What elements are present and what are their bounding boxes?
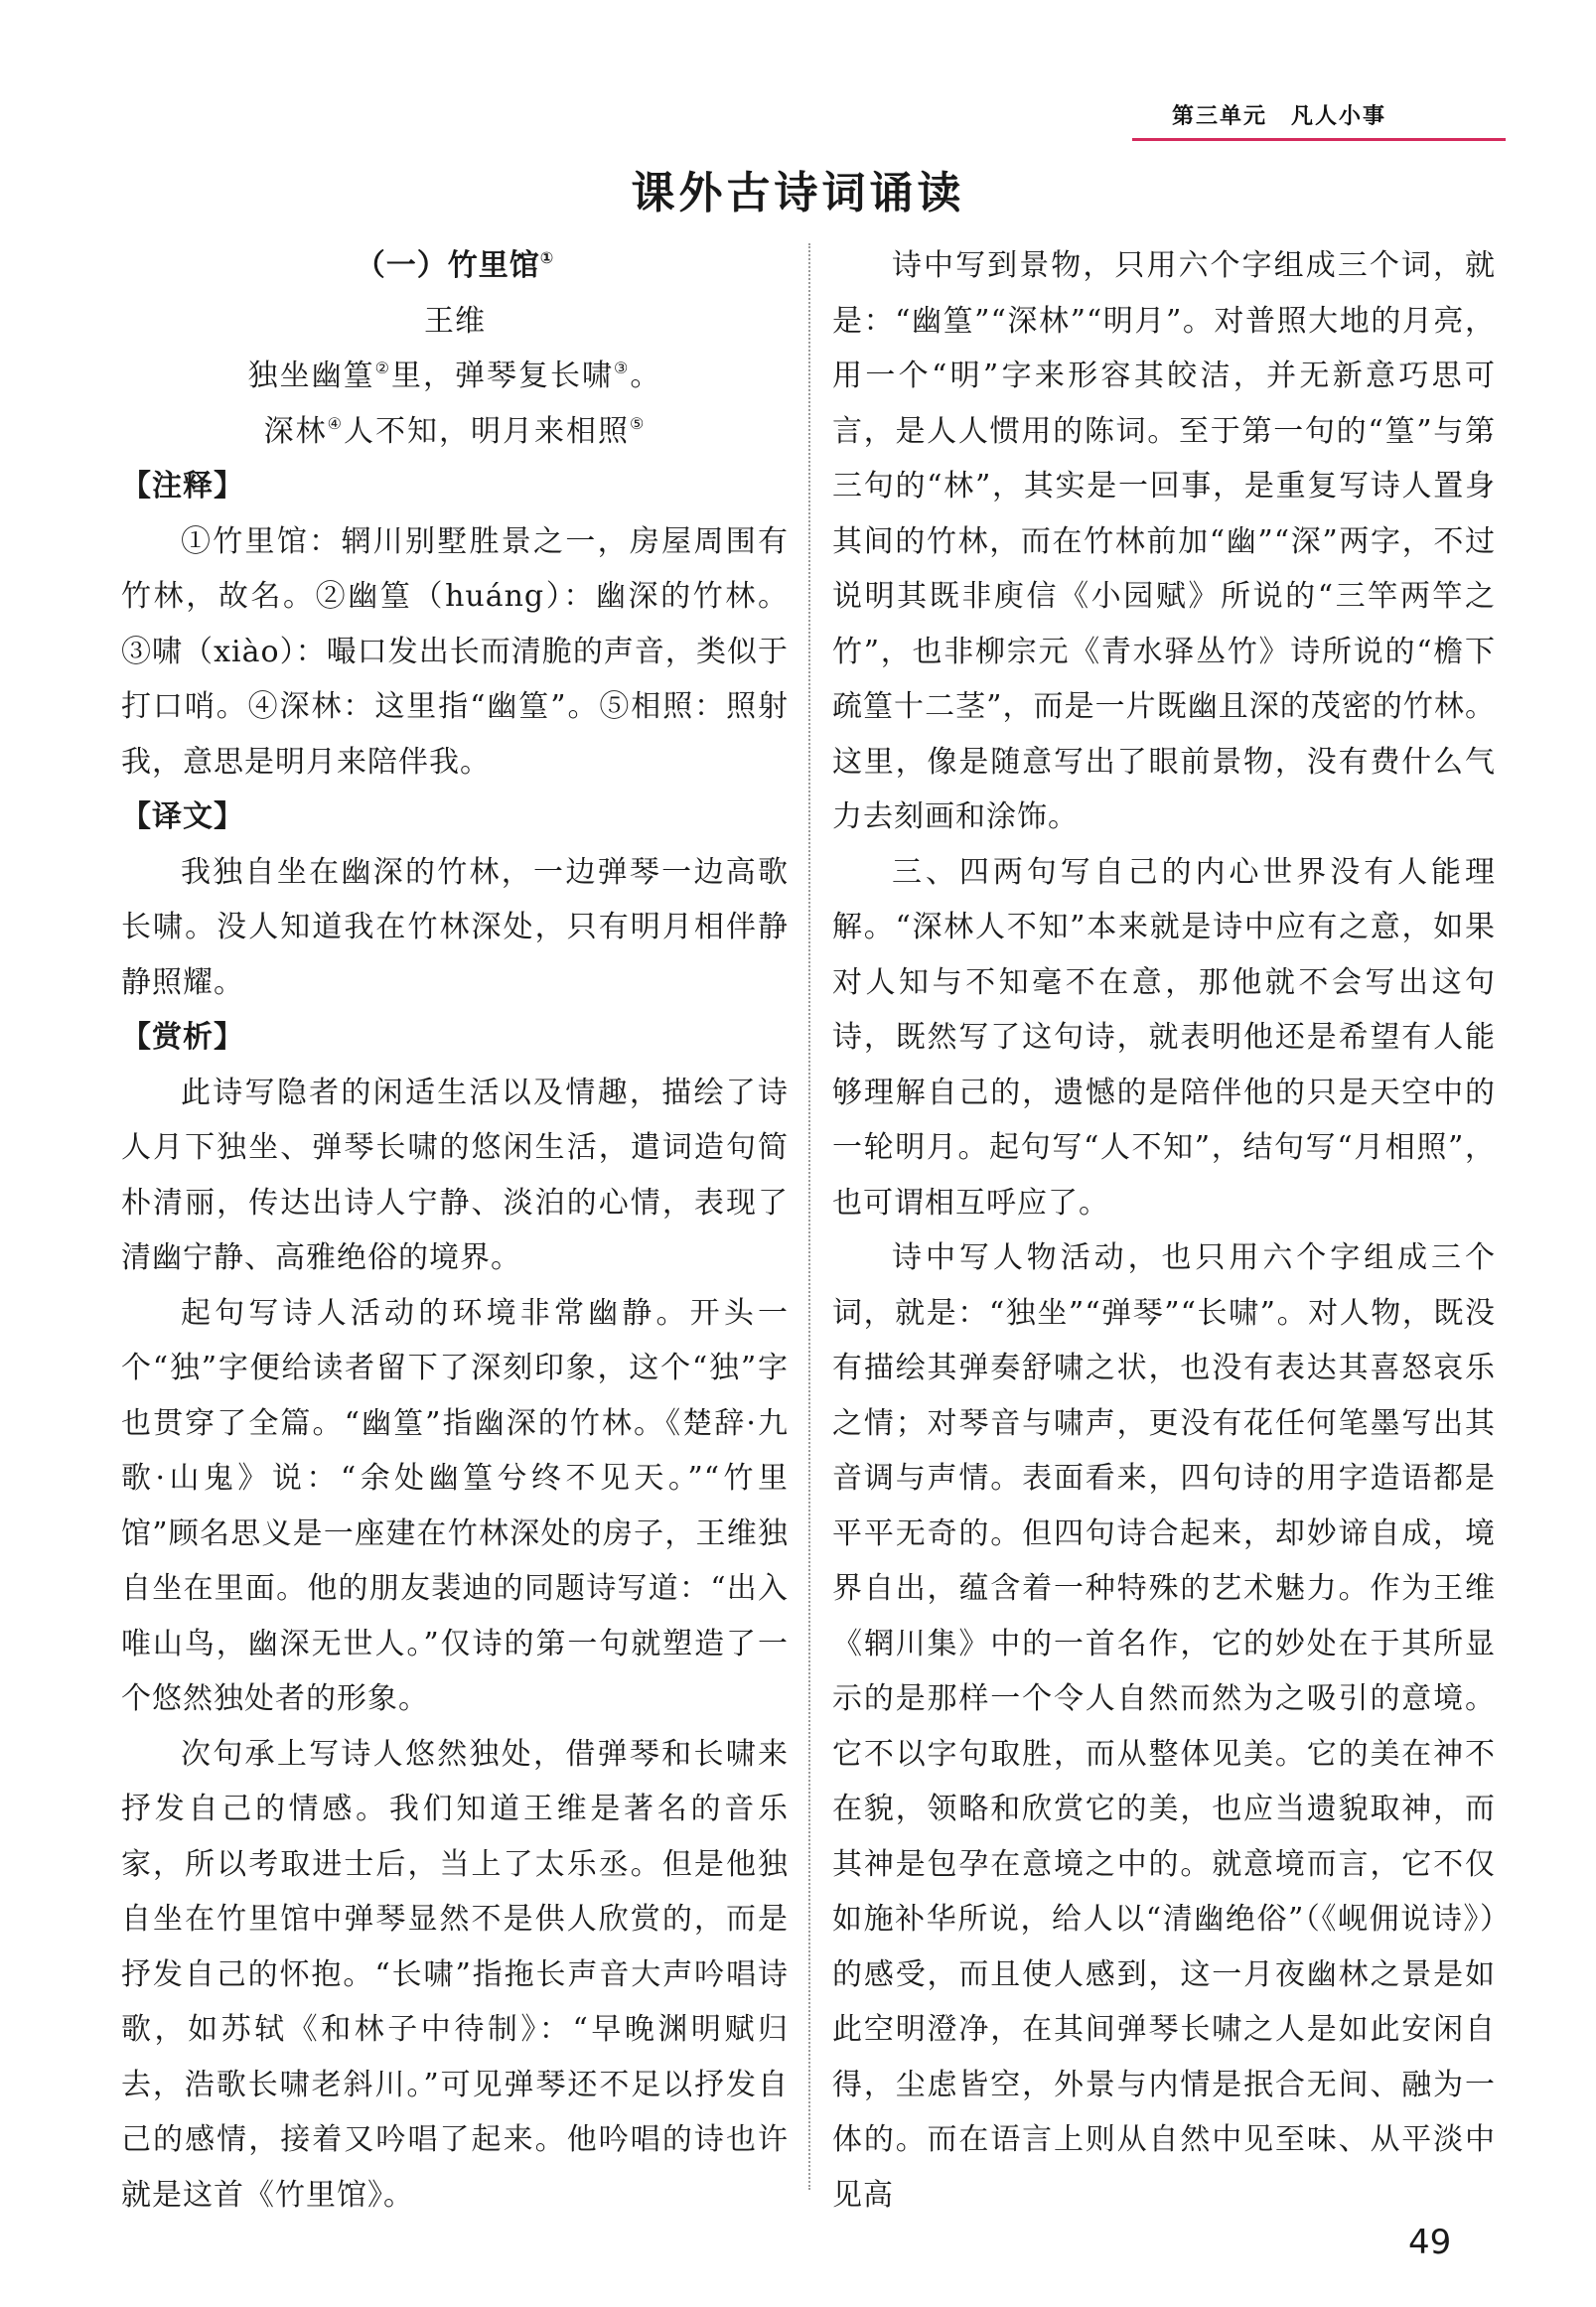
poem-line-2-note-a: ④ <box>327 413 344 433</box>
appreciation-paragraph: 次句承上写诗人悠然独处，借弹琴和长啸来抒发自己的情感。我们知道王维是著名的音乐家，所以考取进士后，当上了太乐丞。但是他独自坐在竹里馆中弹琴显然不是供人欣赏的，而是抒发自己的怀抱。“长啸”指拖长声音大声吟唱诗歌，如苏轼《和林子中待制》：“早晚渊明赋归去，浩歌长啸老斜川。”可见弹琴还不足以抒发自己的感情，接着又吟唱了起来。他吟唱的诗也许就是这首《竹里馆》。 <box>121 1736 789 2213</box>
poem-line-1-b: 里，弹琴复长啸 <box>391 359 614 393</box>
poem-line-2-b: 人不知，明月来相照 <box>344 413 630 449</box>
poem-title <box>121 238 789 294</box>
appreciation-paragraph: 诗中写人物活动，也只用六个字组成三个词，就是：“独坐”“弹琴”“长啸”。对人物，既没有描绘其弹奏舒啸之状，也没有表达其喜怒哀乐之情；对琴音与啸声，更没有花任何笔墨写出其音调与声情。表面看来，四句诗的用字造语都是平平无奇的。但四句诗合起来，却妙谛自成，境界自出，蕴含着一种特殊的艺术魅力。作为王维《辋川集》中的一首名作，它的妙处在于其所显示的是那样一个令人自然而然为之吸引的意境。它不以字句取胜，而从整体见美。它的美在神不在貌，领略和欣赏它的美，也应当遗貌取神，而其神是包孕在意境之中的。就意境而言，它不仅如施补华所说，给人以“清幽绝俗”（《岘佣说诗》）的感受，而且使人感到，这一月夜幽林之景是如此空明澄净，在其间弹琴长啸之人是如此安闲自得，尘虑皆空，外景与内情是抿合无间、融为一体的。而在语言上则从自然中见至味、从平淡中见高 <box>832 1240 1496 2213</box>
page-number: 49 <box>1408 2223 1452 2262</box>
translation-text: 我独自坐在幽深的竹林，一边弹琴一边高歌长啸。没人知道我在竹林深处，只有明月相伴静静照耀。 <box>121 854 789 1000</box>
poem-line-2-note-b: ⑤ <box>630 413 647 433</box>
poem-line-2 <box>121 404 789 460</box>
appreciation-paragraph: 此诗写隐者的闲适生活以及情趣，描绘了诗人月下独坐、弹琴长啸的悠闲生活，遣词造句简朴清丽，传达出诗人宁静、淡泊的心情，表现了清幽宁静、高雅绝俗的境界。 <box>121 1075 789 1275</box>
right-column <box>832 238 1496 2223</box>
poem-line-2-a: 深林 <box>263 413 328 449</box>
annotation-text: ①竹里馆：辋川别墅胜景之一，房屋周围有竹林，故名。②幽篁（huáng）：幽深的竹林。③啸（xiào）：嘬口发出长而清脆的声音，类似于打口哨。④深林：这里指“幽篁”。⑤相照：照射我，意思是明月来陪伴我。 <box>121 523 789 780</box>
left-column <box>121 238 789 2223</box>
appreciation-paragraph: 起句写诗人活动的环境非常幽静。开头一个“独”字便给读者留下了深刻印象，这个“独”字也贯穿了全篇。“幽篁”指幽深的竹林。《楚辞·九歌·山鬼》说：“余处幽篁兮终不见天。”“竹里馆”顾名思义是一座建在竹林深处的房子，王维独自坐在里面。他的朋友裴迪的同题诗写道：“出入唯山鸟，幽深无世人。”仅诗的第一句就塑造了一个悠然独处者的形象。 <box>121 1295 789 1716</box>
annotation-heading: 【注释】 <box>121 469 244 504</box>
header-rule <box>1132 138 1506 141</box>
poem-line-1-c: 。 <box>630 359 662 393</box>
poem-title-text: （一）竹里馆 <box>355 248 540 283</box>
unit-label: 第三单元 凡人小事 <box>1172 104 1387 129</box>
column-divider <box>808 243 810 2190</box>
appreciation-paragraph: 三、四两句写自己的内心世界没有人能理解。“深林人不知”本来就是诗中应有之意，如果对人知与不知毫不在意，那他就不会写出这句诗，既然写了这句诗，就表明他还是希望有人能够理解自己的，遗憾的是陪伴他的只是天空中的一轮明月。起句写“人不知”，结句写“月相照”，也可谓相互呼应了。 <box>832 854 1496 1221</box>
poem-line-1-note-a: ② <box>374 359 391 377</box>
translation-heading: 【译文】 <box>121 799 244 834</box>
poem-line-1-note-b: ③ <box>614 359 631 377</box>
appreciation-heading: 【赏析】 <box>121 1020 244 1055</box>
poem-line-1 <box>121 349 789 404</box>
appreciation-paragraph: 诗中写到景物，只用六个字组成三个词，就是：“幽篁”“深林”“明月”。对普照大地的月亮，用一个“明”字来形容其皎洁，并无新意巧思可言，是人人惯用的陈词。至于第一句的“篁”与第三句的“林”，其实是一回事，是重复写诗人置身其间的竹林，而在竹林前加“幽”“深”两字，不过说明其既非庾信《小园赋》所说的“三竿两竿之竹”，也非柳宗元《青水驿丛竹》诗所说的“檐下疏篁十二茎”，而是一片既幽且深的茂密的竹林。这里，像是随意写出了眼前景物，没有费什么气力去刻画和涂饰。 <box>832 248 1496 834</box>
page-title: 课外古诗词诵读 <box>631 168 965 218</box>
poem-line-1-a: 独坐幽篁 <box>247 359 375 393</box>
poem-author: 王维 <box>424 303 486 339</box>
poem-title-note: ① <box>539 248 555 267</box>
